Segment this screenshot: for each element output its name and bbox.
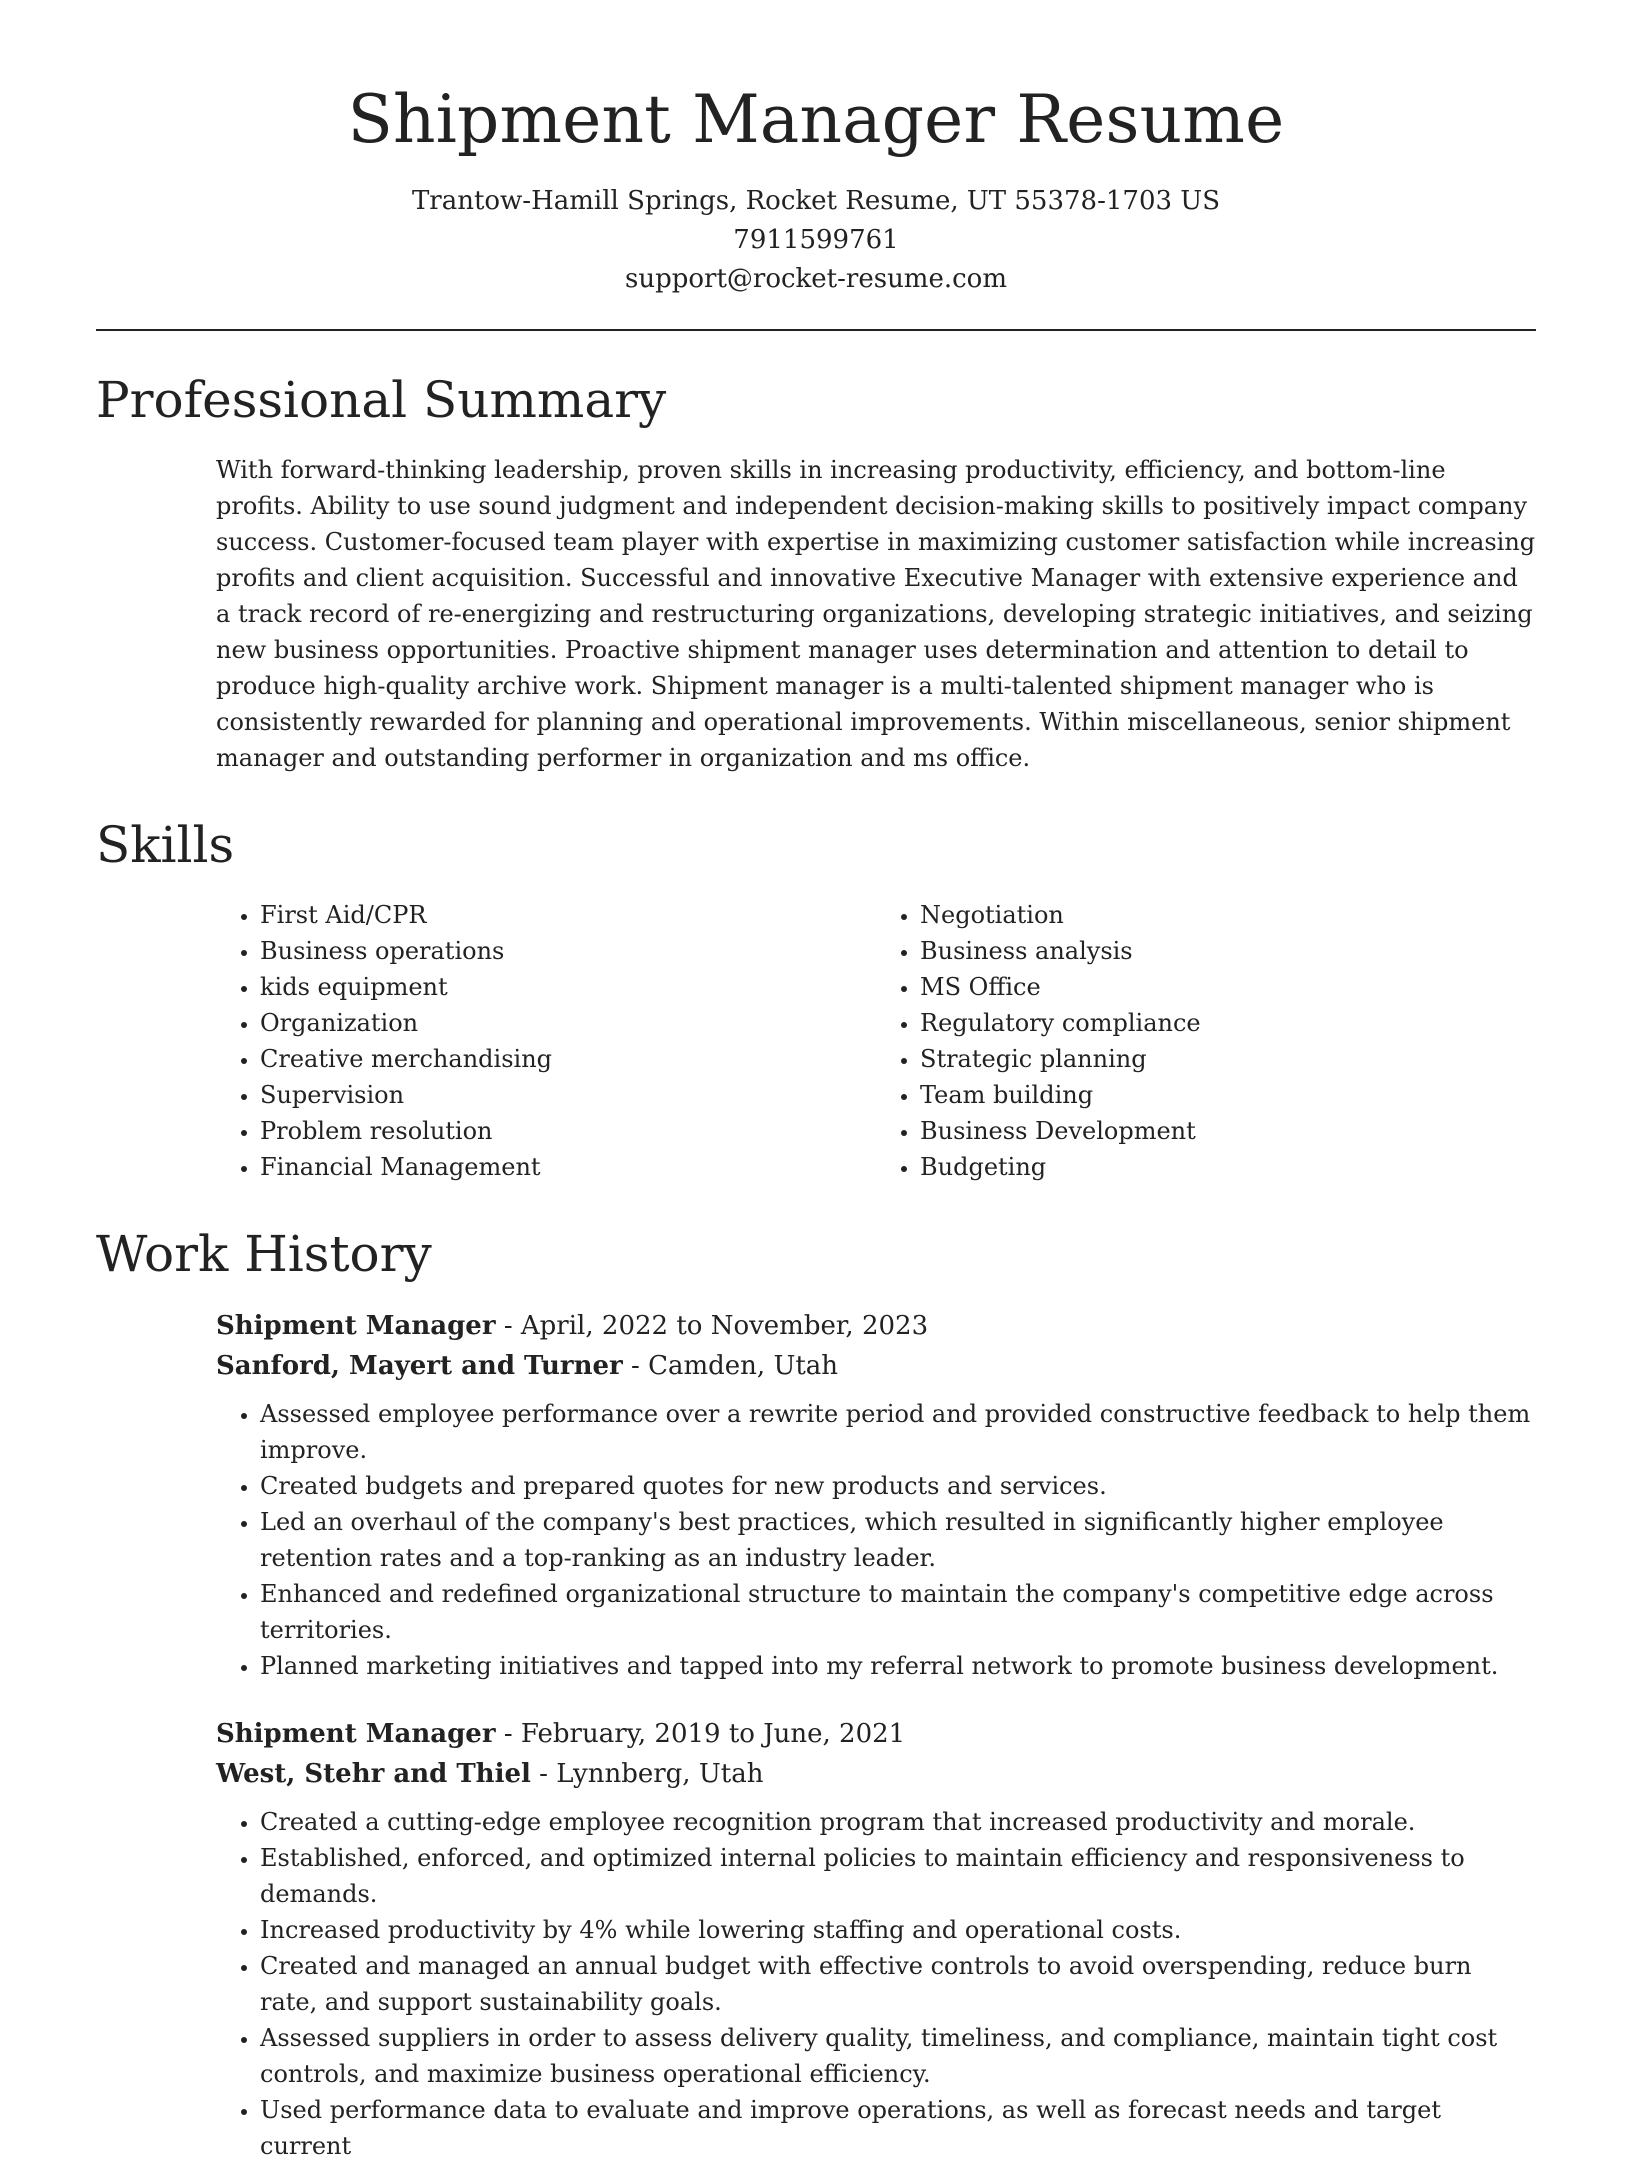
header-divider [96,329,1536,331]
skill-item: • Creative merchandising [260,1041,876,1077]
work-history-body [96,1306,1536,2164]
skill-item: • Organization [260,1005,876,1041]
job-title-line [216,1714,1536,1754]
job-dates: April, 2022 to November, 2023 [520,1310,929,1341]
job-entry [216,1714,1536,2164]
resume-title: Shipment Manager Resume [347,81,1285,158]
skill-item: • MS Office [920,969,1536,1005]
job-title: Shipment Manager [216,1718,496,1749]
resume-header [96,82,1536,299]
job-bullet: • Increased productivity by 4% while lowering staffing and operational costs. [260,1912,1536,1948]
contact-phone: 7911599761 [733,224,899,255]
job-separator: - [539,1758,548,1789]
job-bullet: • Used performance data to evaluate and improve operations, as well as forecast needs and target current [260,2092,1536,2164]
job-dates: February, 2019 to June, 2021 [520,1718,906,1749]
job-bullet: • Created budgets and prepared quotes for new products and services. [260,1468,1536,1504]
summary-text: With forward-thinking leadership, proven skills in increasing productivity, efficiency, and bottom-line profits. Ability to use sound judgment and independent decision-making skills to positively impact company success. Customer-focused team player with expertise in maximizing customer satisfaction while increasing profits and client acquisition. Successful and innovative Executive Manager with extensive experience and a track record of re-energizing and restructuring organizations, developing strategic initiatives, and seizing new business opportunities. Proactive shipment manager uses determination and attention to detail to produce high-quality archive work. Shipment manager is a multi-talented shipment manager who is consistently rewarded for planning and operational improvements. Within miscellaneous, senior shipment manager and outstanding performer in organization and ms office. [216,455,1536,772]
skill-item: • kids equipment [260,969,876,1005]
job-company: Sanford, Mayert and Turner [216,1350,623,1381]
skill-item: • Business operations [260,933,876,969]
skill-item: • First Aid/CPR [260,897,876,933]
job-bullets [216,1804,1536,2164]
job-company-line [216,1754,1536,1794]
skill-item: • Regulatory compliance [920,1005,1536,1041]
professional-summary-section [96,370,1536,776]
job-bullets [216,1396,1536,1684]
job-bullet: • Assessed employee performance over a rewrite period and provided constructive feedback to help them improve. [260,1396,1536,1468]
skills-list-left [216,897,876,1185]
job-location: Lynnberg, Utah [556,1758,764,1789]
job-bullet: • Enhanced and redefined organizational structure to maintain the company's competitive edge across territories. [260,1576,1536,1648]
job-bullet: • Created a cutting-edge employee recognition program that increased productivity and morale. [260,1804,1536,1840]
skills-list-right [876,897,1536,1185]
skill-item: • Supervision [260,1077,876,1113]
job-bullet: • Planned marketing initiatives and tapped into my referral network to promote business development. [260,1648,1536,1684]
job-separator: - [503,1718,513,1749]
job-entry [216,1306,1536,1684]
job-bullet: • Created and managed an annual budget with effective controls to avoid overspending, reduce burn rate, and support sustainability goals. [260,1948,1536,2020]
skill-item: • Team building [920,1077,1536,1113]
job-bullet: • Assessed suppliers in order to assess delivery quality, timeliness, and compliance, maintain tight cost controls, and maximize business operational efficiency. [260,2020,1536,2092]
skill-item: • Business Development [920,1113,1536,1149]
job-separator: - [503,1310,513,1341]
job-company: West, Stehr and Thiel [216,1758,531,1789]
contact-address: Trantow-Hamill Springs, Rocket Resume, UT 55378-1703 US [411,185,1221,216]
skill-item: • Problem resolution [260,1113,876,1149]
job-company-line [216,1346,1536,1386]
summary-heading: Professional Summary [96,370,667,429]
job-bullet: • Established, enforced, and optimized internal policies to maintain efficiency and responsiveness to demands. [260,1840,1536,1912]
contact-email: support@rocket-resume.com [624,263,1007,294]
work-history-section [96,1224,1536,2164]
job-title-line [216,1306,1536,1346]
skill-item: • Financial Management [260,1149,876,1185]
job-location: Camden, Utah [648,1350,839,1381]
work-history-heading: Work History [96,1224,432,1283]
job-title: Shipment Manager [216,1310,496,1341]
skills-grid [96,897,1536,1185]
job-separator: - [631,1350,640,1381]
skill-item: • Budgeting [920,1149,1536,1185]
job-bullet: • Led an overhaul of the company's best practices, which resulted in significantly higher employee retention rates and a top-ranking as an industry leader. [260,1504,1536,1576]
skill-item: • Strategic planning [920,1041,1536,1077]
summary-body [96,452,1536,776]
skills-heading: Skills [96,815,235,874]
skill-item: • Negotiation [920,897,1536,933]
skill-item: • Business analysis [920,933,1536,969]
skills-section [96,815,1536,1185]
